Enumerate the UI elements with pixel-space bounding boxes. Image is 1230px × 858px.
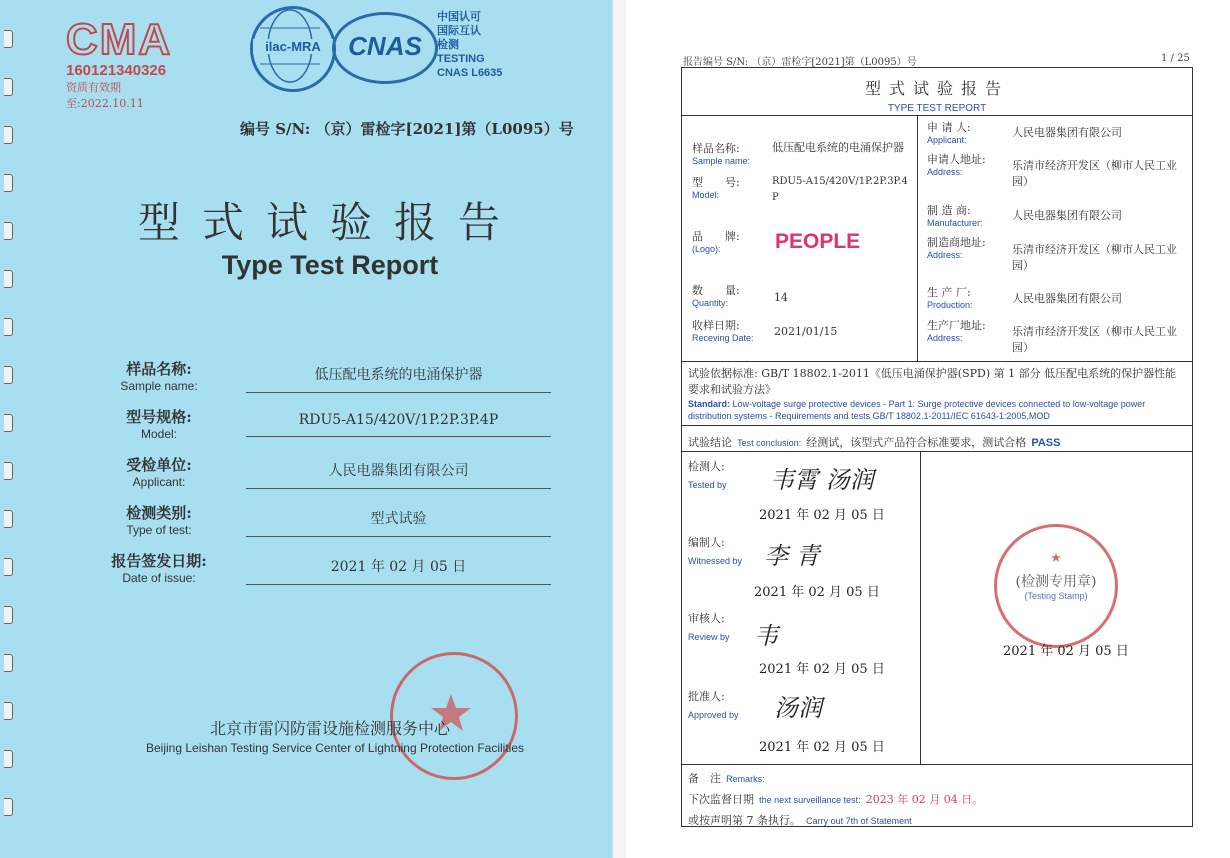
applicant-value: 人民电器集团有限公司	[1012, 126, 1122, 139]
next-test-date: 2023 年 02 月 04 日。	[865, 793, 984, 806]
field-label-model: 型号规格: Model:	[126, 408, 192, 441]
field-value-test-type: 型式试验	[246, 508, 551, 537]
conclusion-text: 经测试，该型式产品符合标准要求，测试合格	[806, 436, 1027, 449]
approved-by-label: 批准人: Approved by	[688, 690, 739, 720]
tested-by-label: 检测人: Tested by	[688, 460, 727, 490]
production-address-label: 生产厂地址: Address:	[927, 319, 986, 343]
production-address-value: 乐清市经济开发区（柳市人民工业园）	[1012, 325, 1177, 354]
stamp-star-icon: ★	[1050, 551, 1062, 566]
receiving-date-value: 2021/01/15	[774, 325, 838, 338]
model-label: 型 号: Model:	[692, 176, 740, 200]
report-serial-header: 报告编号 S/N: （京）雷检字[2021]第（L0095）号	[683, 57, 917, 68]
approved-by-signature: 汤润	[774, 694, 822, 722]
cover-title-cn: 型式试验报告	[137, 198, 522, 247]
field-label-applicant: 受检单位: Applicant:	[126, 456, 192, 489]
report-cover	[0, 0, 612, 858]
issuing-org-en: Beijing Leishan Testing Service Center of Lightning Protection Facilities	[146, 741, 524, 755]
statement-cn: 或按声明第 7 条执行。	[688, 814, 801, 827]
field-label-test-type: 检测类别: Type of test:	[126, 504, 192, 537]
cnas-label: CNAS	[348, 31, 422, 61]
page-gap	[612, 0, 627, 858]
manufacturer-label: 制 造 商: Manufacturer:	[927, 204, 983, 228]
manufacturer-address-value: 乐清市经济开发区（柳市人民工业园）	[1012, 243, 1177, 272]
next-test-label-en: the next surveillance test:	[759, 795, 861, 805]
field-label-issue-date: 报告签发日期: Date of issue:	[111, 552, 207, 585]
conclusion-box	[681, 426, 1193, 452]
ilac-mra-logo	[250, 6, 336, 92]
ilac-label: ilac-MRA	[253, 39, 333, 54]
model-value: RDU5-A15/420V/1P.2P.3P.4P	[772, 176, 908, 203]
report-title-en: TYPE TEST REPORT	[887, 103, 987, 114]
witnessed-by-label: 编制人: Witnessed by	[688, 536, 743, 566]
cma-mark: CMA	[66, 15, 173, 64]
cover-title-en: Type Test Report	[221, 250, 439, 280]
field-value-sample: 低压配电系统的电涌保护器	[246, 364, 551, 393]
report-title-box	[681, 67, 1193, 116]
field-value-applicant: 人民电器集团有限公司	[246, 460, 551, 489]
tested-by-date: 2021 年 02 月 05 日	[759, 508, 885, 523]
cnas-logo	[332, 12, 438, 84]
production-label: 生 产 厂: Production:	[927, 286, 973, 310]
remarks-label-en: Remarks:	[726, 774, 765, 784]
sample-name-label: 样品名称: Sample name:	[692, 142, 751, 166]
conclusion-label-cn: 试验结论	[688, 436, 732, 449]
report-title-cn: 型式试验报告	[864, 79, 1009, 98]
cnas-side-text: 中国认可 国际互认 检测 TESTING CNAS L6635	[437, 11, 503, 79]
field-label-sample: 样品名称: Sample name:	[120, 360, 198, 393]
cma-validity: 资质有效期至:2022.10.11	[66, 81, 144, 110]
testing-stamp	[994, 524, 1118, 648]
manufacturer-address-label: 制造商地址: Address:	[927, 236, 986, 260]
issuing-org-cn: 北京市雷闪防雷设施检测服务中心	[209, 719, 450, 738]
signatures-box	[681, 452, 1193, 765]
statement-en: Carry out 7th of Statement	[806, 816, 912, 826]
stamp-label-cn: (检测专用章)	[1015, 574, 1097, 590]
receiving-date-label: 收样日期: Receving Date:	[692, 319, 754, 343]
review-by-label: 审核人: Review by	[688, 612, 730, 642]
standard-box	[681, 362, 1193, 426]
star-icon	[390, 652, 512, 774]
cma-logo	[66, 15, 176, 111]
applicant-label: 申 请 人: Applicant:	[927, 121, 971, 145]
manufacturer-value: 人民电器集团有限公司	[1012, 209, 1122, 222]
sample-name-value: 低压配电系统的电涌保护器	[772, 141, 904, 154]
standard-en: Standard: Low-voltage surge protective devices - Part 1: Surge protective devices connected to low-voltage power distribution systems - Requirements and tests GB/T 18802.1-2011/IEC 61643-1:2005,MOD	[688, 399, 1146, 421]
witnessed-by-signature: 李 青	[764, 542, 820, 570]
quantity-value: 14	[774, 291, 788, 304]
stamp-date: 2021 年 02 月 05 日	[1003, 644, 1129, 659]
conclusion-result: PASS	[1031, 437, 1061, 449]
cma-number: 160121340326	[66, 62, 167, 79]
review-by-date: 2021 年 02 月 05 日	[759, 662, 885, 677]
review-by-signature: 韦	[754, 622, 778, 650]
logo-label: 品 牌: (Logo):	[692, 230, 740, 254]
applicant-address-label: 申请人地址: Address:	[927, 153, 986, 177]
info-table	[681, 116, 1193, 362]
serial-number: 编号 S/N: （京）雷检字[2021]第（L0095）号	[240, 120, 574, 138]
production-value: 人民电器集团有限公司	[1012, 292, 1122, 305]
page-number: 1 / 25	[1161, 53, 1190, 64]
quantity-label: 数 量: Quantity:	[692, 284, 740, 308]
stamp-label-en: (Testing Stamp)	[1024, 591, 1088, 601]
field-value-model: RDU5-A15/420V/1P.2P.3P.4P	[246, 412, 551, 437]
applicant-address-value: 乐清市经济开发区（柳市人民工业园）	[1012, 159, 1177, 188]
brand-logo: PEOPLE	[775, 230, 861, 253]
approved-by-date: 2021 年 02 月 05 日	[759, 740, 885, 755]
binding-holes	[4, 0, 18, 858]
field-value-issue-date: 2021 年 02 月 05 日	[246, 556, 551, 585]
remarks-box	[681, 765, 1193, 827]
tested-by-signature: 韦霄 汤润	[770, 466, 874, 494]
conclusion-label-en: Test conclusion:	[737, 438, 802, 448]
standard-cn: 试验依据标准: GB/T 18802.1-2011《低压电涌保护器(SPD) 第 1 部分 低压配电系统的保护器性能要求和试验方法》	[688, 367, 1177, 396]
next-test-label-cn: 下次监督日期	[688, 793, 754, 806]
remarks-label-cn: 备 注	[688, 772, 721, 785]
witnessed-by-date: 2021 年 02 月 05 日	[754, 585, 880, 600]
